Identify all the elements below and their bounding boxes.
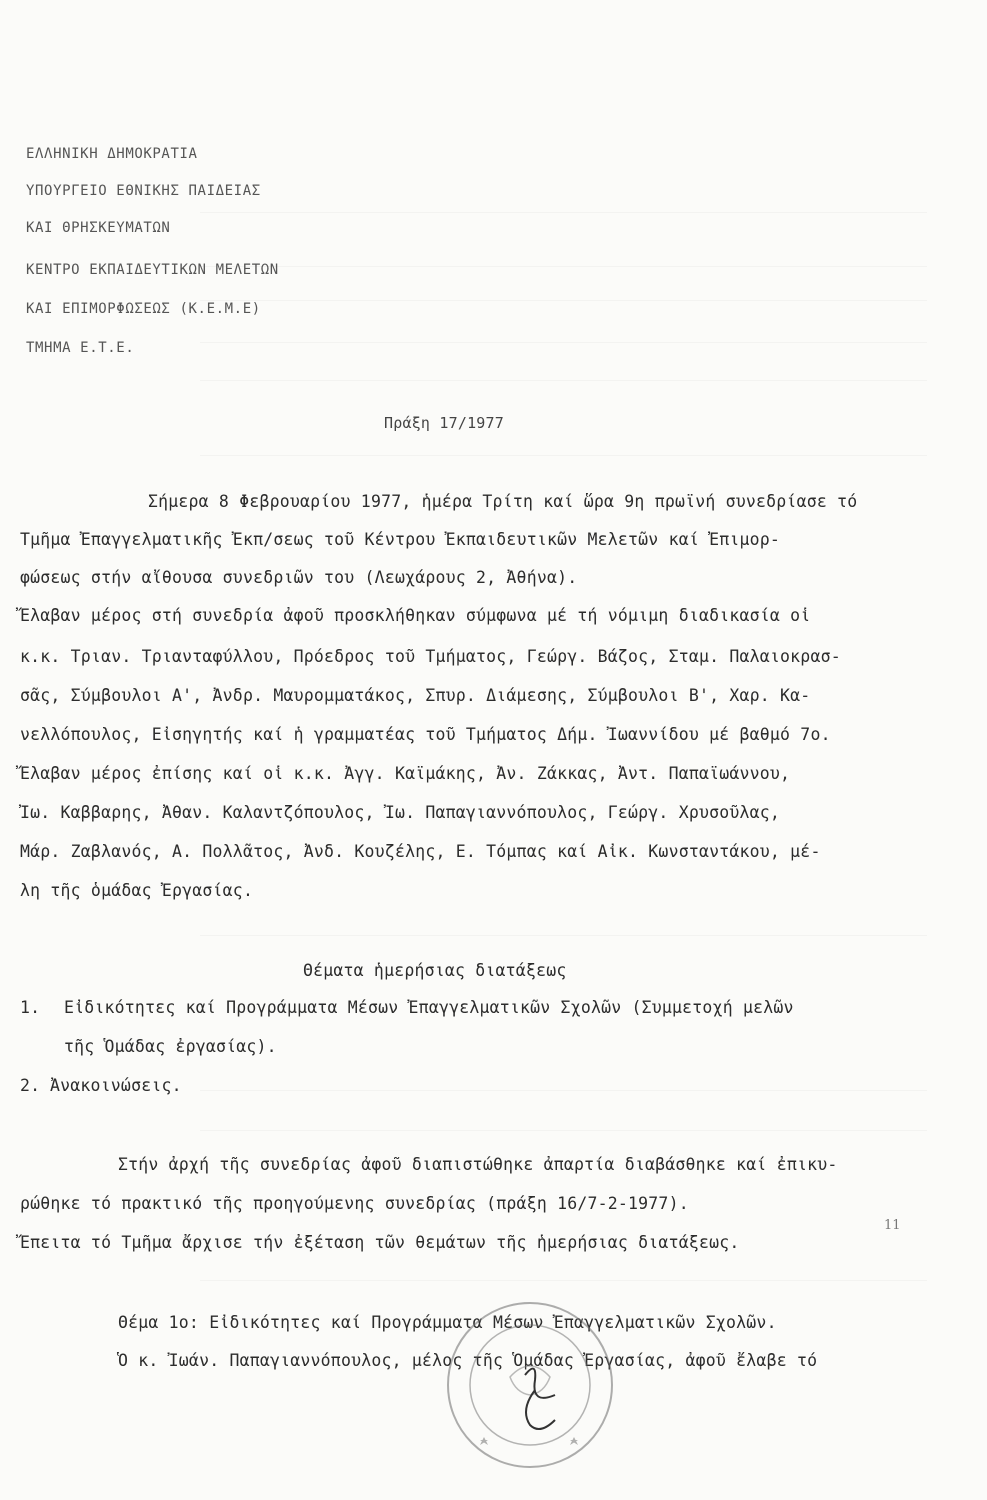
letterhead-line: ΤΜΗΜΑ Ε.Τ.Ε. xyxy=(26,340,135,356)
text-line: Ἔλαβαν μέρος στή συνεδρία ἀφοῦ προσκλήθηκαν σύμφωνα μέ τή νόμιμη διαδικασία οἱ xyxy=(20,606,811,625)
text-line: Ὁ κ. Ἰωάν. Παπαγιαννόπουλος, μέλος τῆς Ὁμάδας Ἐργασίας, ἀφοῦ ἔλαβε τό xyxy=(118,1351,818,1370)
text-line: ρώθηκε τό πρακτικό τῆς προηγούμενης συνεδρίας (πράξη 16/7-2-1977). xyxy=(20,1194,689,1213)
letterhead-line: ΚΕΝΤΡΟ ΕΚΠΑΙΔΕΥΤΙΚΩΝ ΜΕΛΕΤΩΝ xyxy=(26,262,279,278)
text-line: Τμῆμα Ἐπαγγελματικῆς Ἐκπ/σεως τοῦ Κέντρου Ἐκπαιδευτικῶν Μελετῶν καί Ἐπιμορ- xyxy=(20,530,781,549)
agenda-item-text: Ἀνακοινώσεις. xyxy=(50,1076,182,1095)
agenda-item-number: 1. xyxy=(20,998,41,1017)
document-title: Πράξη 17/1977 xyxy=(384,414,504,432)
bleed-through-line xyxy=(200,1090,927,1091)
bleed-through-line xyxy=(200,935,927,936)
text-line: Θέμα 1ο: Εἰδικότητες καί Προγράμματα Μέσων Ἐπαγγελματικῶν Σχολῶν. xyxy=(118,1313,777,1332)
bleed-through-line xyxy=(200,300,927,301)
text-line: σᾶς, Σύμβουλοι Α', Ἀνδρ. Μαυρομματάκος, Σπυρ. Διάμεσης, Σύμβουλοι Β', Χαρ. Κα- xyxy=(20,686,811,705)
bleed-through-line xyxy=(200,1130,927,1131)
bleed-through-line xyxy=(200,266,927,267)
text-line: Ἔλαβαν μέρος ἐπίσης καί οἱ κ.κ. Ἀγγ. Καϊμάκης, Ἀν. Ζάκκας, Ἀντ. Παπαϊωάννου, xyxy=(20,764,791,783)
text-line: Ἔπειτα τό Τμῆμα ἄρχισε τήν ἐξέταση τῶν θεμάτων τῆς ἡμερήσιας διατάξεως. xyxy=(20,1233,740,1252)
letterhead-line: ΚΑΙ ΘΡΗΣΚΕΥΜΑΤΩΝ xyxy=(26,220,171,236)
letterhead-line: ΕΛΛΗΝΙΚΗ ΔΗΜΟΚΡΑΤΙΑ xyxy=(26,146,198,162)
bleed-through-line xyxy=(200,380,927,381)
letterhead-line: ΥΠΟΥΡΓΕΙΟ ΕΘΝΙΚΗΣ ΠΑΙΔΕΙΑΣ xyxy=(26,183,261,199)
official-seal-icon xyxy=(440,1295,620,1475)
text-line: Μάρ. Ζαβλανός, Α. Πολλᾶτος, Ἀνδ. Κουζέλης, Ε. Τόμπας καί Αἰκ. Κωνσταντάκου, μέ- xyxy=(20,842,821,861)
agenda-item-text: Εἰδικότητες καί Προγράμματα Μέσων Ἐπαγγελματικῶν Σχολῶν (Συμμετοχή μελῶν xyxy=(64,998,794,1017)
text-line: νελλόπουλος, Εἰσηγητής καί ἡ γραμματέας τοῦ Τμήματος Δήμ. Ἰωαννίδου μέ βαθμό 7ο. xyxy=(20,725,831,744)
text-line: Σήμερα 8 Φεβρουαρίου 1977, ἡμέρα Τρίτη καί ὥρα 9η πρωϊνή συνεδρίασε τό xyxy=(148,492,858,511)
bleed-through-line xyxy=(200,212,927,213)
letterhead-line: ΚΑΙ ΕΠΙΜΟΡΦΩΣΕΩΣ (Κ.Ε.Μ.Ε) xyxy=(26,301,261,317)
bleed-through-line xyxy=(200,455,927,456)
text-line: Στήν ἀρχή τῆς συνεδρίας ἀφοῦ διαπιστώθηκε ἀπαρτία διαβάσθηκε καί ἐπικυ- xyxy=(118,1155,838,1174)
text-line: λη τῆς ὁμάδας Ἐργασίας. xyxy=(20,881,254,900)
bleed-through-line xyxy=(200,342,927,343)
bleed-through-line xyxy=(200,1280,927,1281)
text-line: κ.κ. Τριαν. Τριανταφύλλου, Πρόεδρος τοῦ Τμήματος, Γεώργ. Βάζος, Σταμ. Παλαιοκρασ- xyxy=(20,647,841,666)
agenda-item-text: τῆς Ὁμάδας ἐργασίας). xyxy=(64,1037,277,1056)
agenda-item-number: 2. xyxy=(20,1076,41,1095)
agenda-heading: Θέματα ἡμερήσιας διατάξεως xyxy=(303,961,567,980)
text-line: Ἰω. Καββαρης, Ἀθαν. Καλαντζόπουλος, Ἰω. Παπαγιαννόπουλος, Γεώργ. Χρυσοῦλας, xyxy=(20,803,781,822)
text-line: φώσεως στήν αἴθουσα συνεδριῶν του (Λεωχάρους 2, Ἀθήνα). xyxy=(20,568,578,587)
margin-number: 11 xyxy=(884,1218,901,1233)
